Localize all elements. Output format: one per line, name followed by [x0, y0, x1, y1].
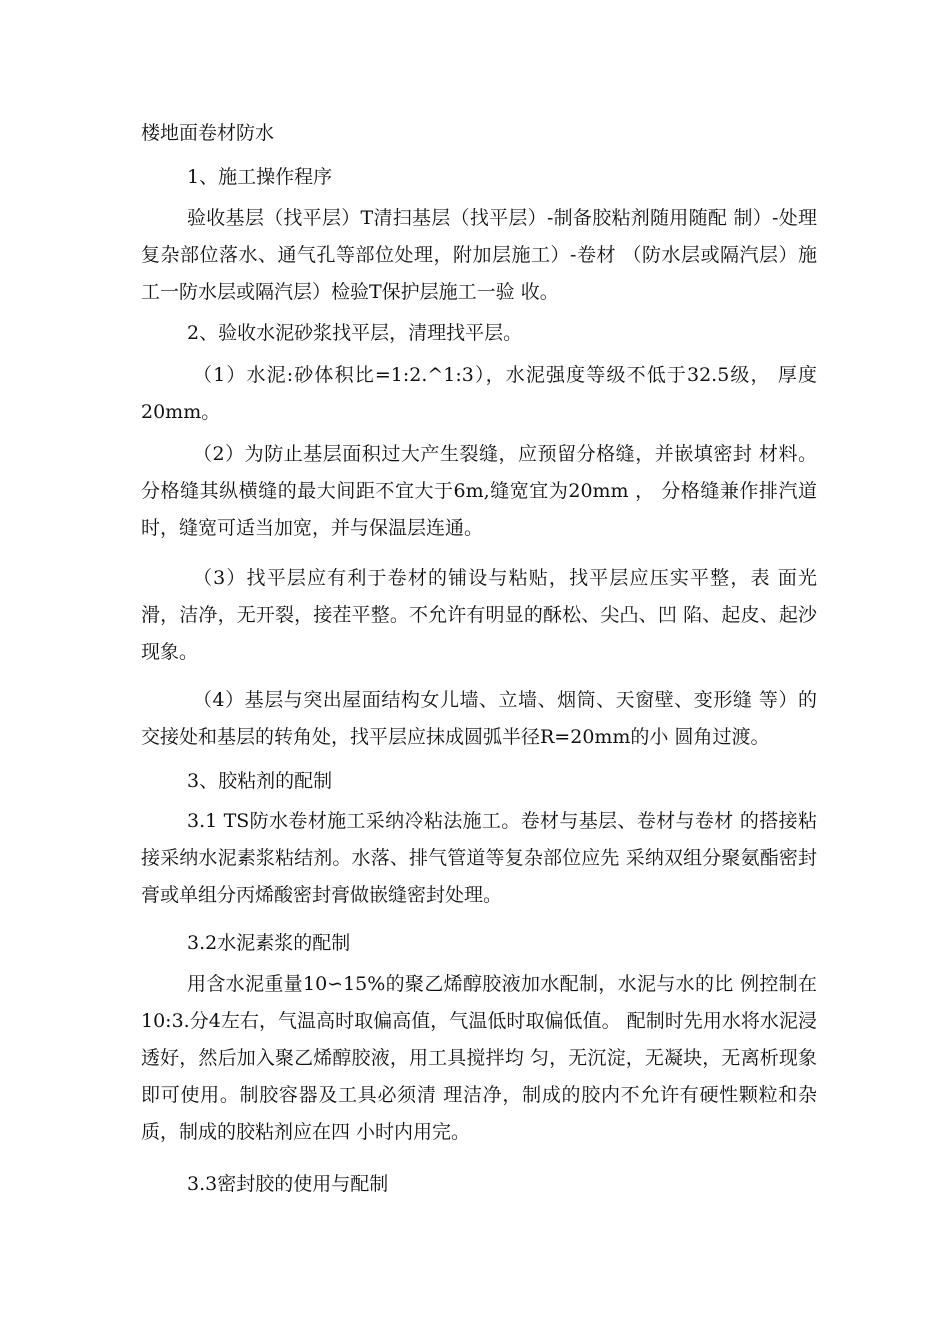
document-title: 楼地面卷材防水 — [141, 122, 275, 144]
heading-2: 2、验收水泥砂浆找平层，清理找平层。 — [187, 322, 523, 344]
heading-3: 3、胶粘剂的配制 — [187, 770, 333, 792]
paragraph-procedure: 验收基层（找平层）T清扫基层（找平层）-制备胶粘剂随用随配 制）-处理复杂部位落水、通气孔等部位处理，附加层施工）-卷材 （防水层或隔汽层）施工一防水层或隔汽层）检验T保护层施工一验 收。 — [141, 207, 817, 303]
paragraph-3-1: 3.1 TS防水卷材施工采纳冷粘法施工。卷材与基层、卷材与卷材 的搭接粘接采纳水泥素浆粘结剂。水落、排气管道等复杂部位应先 采纳双组分聚氨酯密封膏或单组分丙烯酸密封膏做嵌缝密封处理。 — [141, 810, 817, 906]
heading-3-3: 3.3密封胶的使用与配制 — [187, 1173, 389, 1195]
paragraph-item-2: （2）为防止基层面积过大产生裂缝，应预留分格缝，并嵌填密封 材料。分格缝其纵横缝的最大间距不宜大于6m,缝宽宜为20mm ， 分格缝兼作排汽道时，缝宽可适当加宽，并与保温层连通。 — [141, 443, 817, 539]
paragraph-item-3: （3）找平层应有利于卷材的铺设与粘贴，找平层应压实平整，表 面光滑，洁净，无开裂，接茬平整。不允许有明显的酥松、尖凸、凹 陷、起皮、起沙现象。 — [141, 567, 817, 663]
paragraph-3-2: 用含水泥重量10∽15%的聚乙烯醇胶液加水配制，水泥与水的比 例控制在10:3.分4左右，气温高时取偏高值，气温低时取偏低值。 配制时先用水将水泥浸透好，然后加入聚乙烯醇胶液，用工具搅拌均 匀，无沉淀，无凝块，无离析现象即可使用。制胶容器及工具必须清 理洁净，制成的胶内不允许有硬性颗粒和杂质，制成的胶粘剂应在四 小时内用完。 — [141, 973, 817, 1143]
heading-3-2: 3.2水泥素浆的配制 — [187, 932, 351, 954]
paragraph-item-1: （1）水泥:砂体积比=1:2.^1:3），水泥强度等级不低于32.5级， 厚度20mm。 — [141, 364, 817, 423]
paragraph-item-4: （4）基层与突出屋面结构女儿墙、立墙、烟筒、天窗壁、变形缝 等）的交接处和基层的转角处，找平层应抹成圆弧半径R=20mm的小 圆角过渡。 — [141, 689, 817, 748]
heading-1: 1、施工操作程序 — [187, 166, 333, 188]
